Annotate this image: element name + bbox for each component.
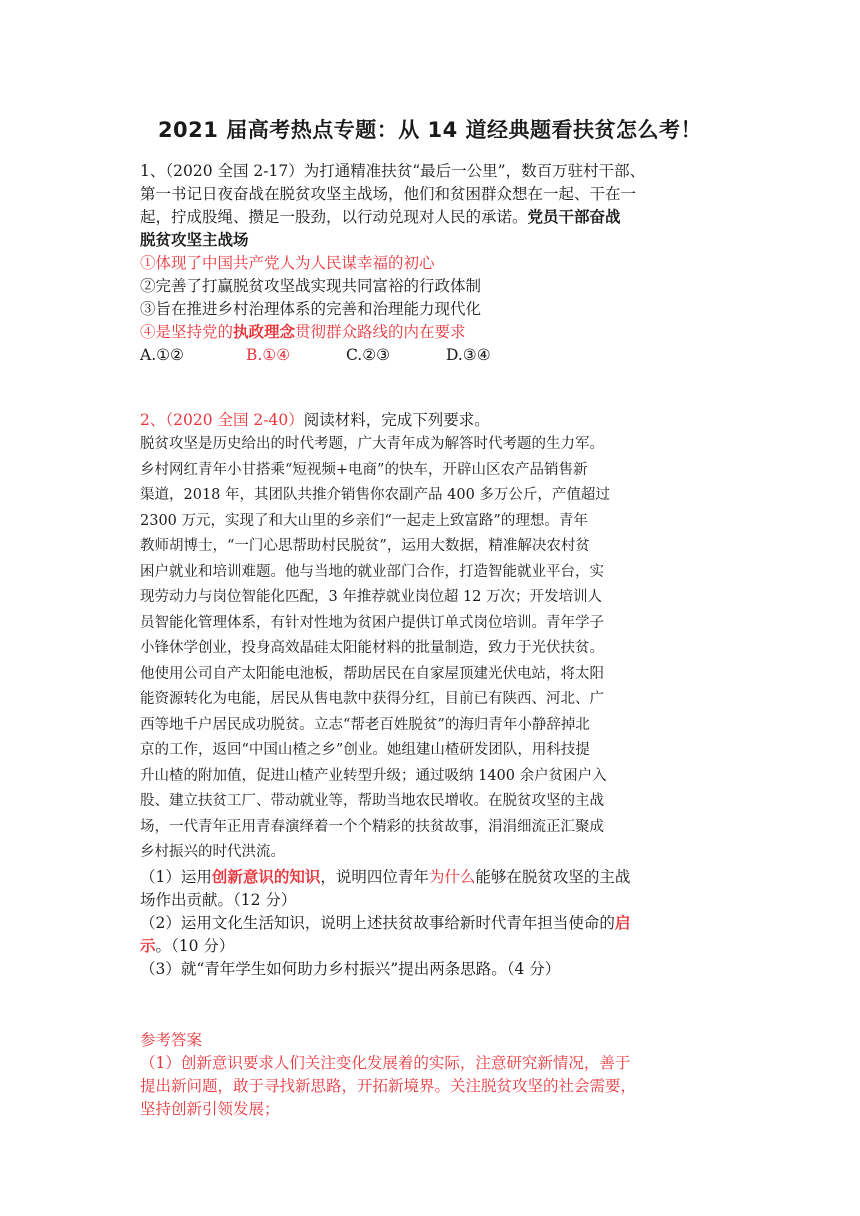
q2-sub-1-cont: 场作出贡献。（12 分）	[140, 890, 297, 909]
q1-option-4	[140, 321, 720, 344]
choice-d: D.③④	[446, 346, 491, 364]
material-line: 小锋休学创业，投身高效晶硅太阳能材料的批量制造，致力于光伏扶贫。	[140, 640, 604, 656]
sub-text: （2）运用文化生活知识，说明上述扶贫故事给新时代青年担当使命的	[140, 913, 615, 932]
choice-b: B.①④	[246, 346, 291, 364]
q1-option-1: ①体现了中国共产党人为人民谋幸福的初心	[140, 254, 435, 272]
material-line: 渠道，2018 年，其团队共推介销售你农副产品 400 多万公斤，产值超过	[140, 487, 610, 503]
q1-choices	[140, 344, 720, 367]
sub-highlight: 创新意识的知识	[211, 867, 321, 886]
choice-c: C.②③	[346, 346, 391, 364]
sub-highlight: 为什么	[428, 867, 476, 886]
q1-stem-text: 起，拧成股绳、攒足一股劲，以行动兑现对人民的承诺。	[140, 208, 528, 226]
q1-option-4-bold: 执政理念	[233, 323, 296, 341]
choice-a: A.①②	[140, 346, 184, 364]
q2-sub-3: （3）就“青年学生如何助力乡村振兴”提出两条思路。（4 分）	[140, 959, 561, 978]
sub-text: 。（10 分）	[155, 936, 235, 955]
material-line: 教师胡博士，“一门心思帮助村民脱贫”，运用大数据，精准解决农村贫	[140, 538, 590, 554]
material-line: 西等地千户居民成功脱贫。立志“帮老百姓脱贫”的海归青年小静辞掉北	[140, 716, 590, 733]
material-line: 升山楂的附加值，促进山楂产业转型升级；通过吸纳 1400 余户贫困户入	[140, 767, 607, 784]
question-1	[140, 160, 720, 367]
answer-line: 提出新问题，敢于寻找新思路，开拓新境界。关注脱贫攻坚的社会需要，	[140, 1076, 637, 1095]
q2-sub-2	[140, 912, 720, 935]
q1-option-3: ③旨在推进乡村治理体系的完善和治理能力现代化	[140, 300, 482, 318]
answer-heading: 参考答案	[140, 1030, 203, 1049]
sub-highlight: 示	[140, 936, 156, 955]
answer-section	[140, 1029, 720, 1121]
material-line: 场，一代青年正用青春演绎着一个个精彩的扶贫故事，涓涓细流正汇聚成	[140, 818, 604, 835]
q1-stem-line	[140, 206, 720, 229]
q2-material	[140, 432, 720, 866]
q1-stem-line: 1、（2020 全国 2-17）为打通精准扶贫“最后一公里”，数百万驻村干部、	[140, 162, 646, 180]
q2-header-source: 2、（2020 全国 2-40）	[140, 411, 304, 429]
q2-header-text: 阅读材料，完成下列要求。	[303, 411, 490, 429]
q1-option-4-text: 贯彻群众路线的内在要求	[295, 323, 466, 341]
q1-stem-bold-line: 脱贫攻坚主战场	[140, 231, 249, 249]
q1-stem-line: 第一书记日夜奋战在脱贫攻坚主战场，他们和贫困群众想在一起、干在一	[140, 185, 637, 203]
q1-option-2: ②完善了打赢脱贫攻坚战实现共同富裕的行政体制	[140, 277, 482, 295]
q2-sub-2-cont	[140, 935, 720, 958]
sub-text: ，说明四位青年	[320, 867, 429, 886]
q2-sub-1	[140, 866, 720, 889]
sub-text: 能够在脱贫攻坚的主战	[475, 867, 631, 886]
answer-line: 坚持创新引领发展；	[140, 1099, 280, 1118]
sub-text: （1）运用	[140, 867, 212, 886]
material-line: 现劳动力与岗位智能化匹配，3 年推荐就业岗位超 12 万次；开发培训人	[140, 589, 603, 605]
q2-header	[140, 409, 720, 432]
material-line: 2300 万元，实现了和大山里的乡亲们“一起走上致富路”的理想。青年	[140, 512, 588, 529]
material-line: 困户就业和培训难题。他与当地的就业部门合作，打造智能就业平台，实	[140, 563, 604, 580]
material-line: 京的工作，返回“中国山楂之乡”创业。她组建山楂研发团队，用科技提	[140, 742, 590, 758]
q1-stem-bold: 党员干部奋战	[527, 208, 621, 226]
content	[140, 160, 720, 1121]
material-line: 股、建立扶贫工厂、带动就业等，帮助当地农民增收。在脱贫攻坚的主战	[140, 793, 604, 809]
answer-line: （1）创新意识要求人们关注变化发展着的实际，注意研究新情况，善于	[140, 1053, 631, 1072]
q1-option-4-text: ④是坚持党的	[140, 323, 234, 341]
material-line: 乡村振兴的时代洪流。	[140, 844, 285, 860]
material-line: 他使用公司自产太阳能电池板，帮助居民在自家屋顶建光伏电站，将太阳	[140, 665, 604, 682]
question-2	[140, 409, 720, 981]
material-line: 员智能化管理体系，有针对性地为贫困户提供订单式岗位培训。青年学子	[140, 614, 604, 631]
material-line: 能资源转化为电能，居民从售电款中获得分红，目前已有陕西、河北、广	[140, 691, 604, 707]
page-title: 2021 届高考热点专题：从 14 道经典题看扶贫怎么考！	[157, 118, 703, 142]
material-line: 脱贫攻坚是历史给出的时代考题，广大青年成为解答时代考题的生力军。	[140, 436, 604, 452]
sub-highlight: 启	[614, 913, 631, 932]
material-line: 乡村网红青年小甘搭乘“短视频+电商”的快车，开辟山区农产品销售新	[140, 461, 588, 478]
